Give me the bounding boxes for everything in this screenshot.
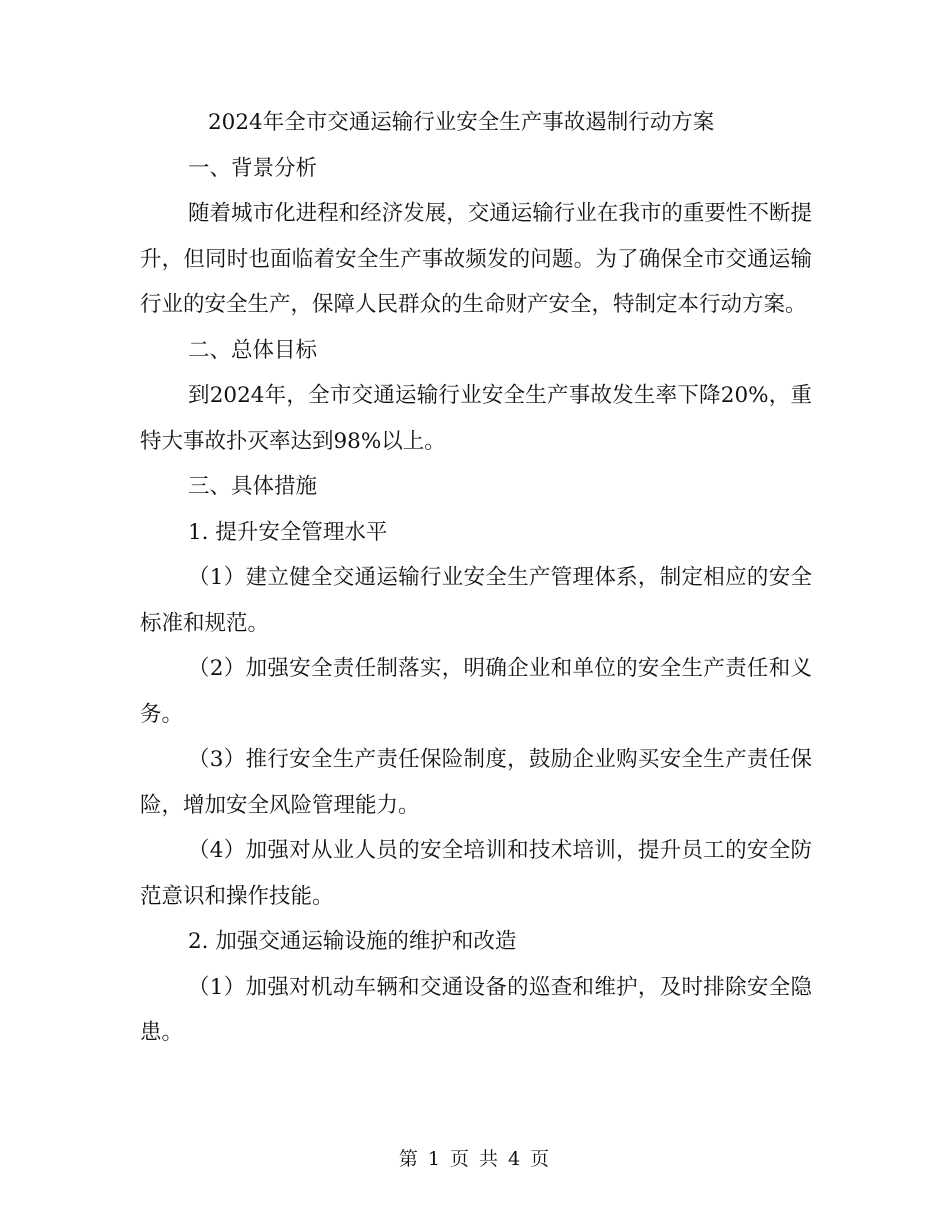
subsection-heading: 1. 提升安全管理水平 (188, 519, 388, 545)
paragraph: 随着城市化进程和经济发展，交通运输行业在我市的重要性不断提升，但同时也面临着安全生产事故频发的问题。为了确保全市交通运输行业的安全生产，保障人民群众的生命财产安全，特制定本行动方案。 (140, 201, 812, 317)
list-item: （1）建立健全交通运输行业安全生产管理体系，制定相应的安全标准和规范。 (140, 565, 812, 636)
page-number-footer: 第 1 页 共 4 页 (398, 1148, 552, 1170)
section-heading: 三、具体措施 (188, 474, 318, 499)
paragraph: 到2024年，全市交通运输行业安全生产事故发生率下降20%，重特大事故扑灭率达到98%以上。 (140, 383, 812, 454)
list-item: （3）推行安全生产责任保险制度，鼓励企业购买安全生产责任保险，增加安全风险管理能力。 (140, 747, 812, 818)
document-body (140, 100, 812, 1056)
list-item: （4）加强对从业人员的安全培训和技术培训，提升员工的安全防范意识和操作技能。 (140, 838, 812, 909)
list-item: （1）加强对机动车辆和交通设备的巡查和维护，及时排除安全隐患。 (140, 974, 812, 1045)
section-heading: 一、背景分析 (188, 155, 318, 181)
subsection-heading: 2. 加强交通运输设施的维护和改造 (188, 929, 517, 954)
section-heading: 二、总体目标 (188, 337, 318, 363)
document-title: 2024年全市交通运输行业安全生产事故遏制行动方案 (208, 110, 715, 135)
list-item: （2）加强安全责任制落实，明确企业和单位的安全生产责任和义务。 (140, 656, 812, 727)
